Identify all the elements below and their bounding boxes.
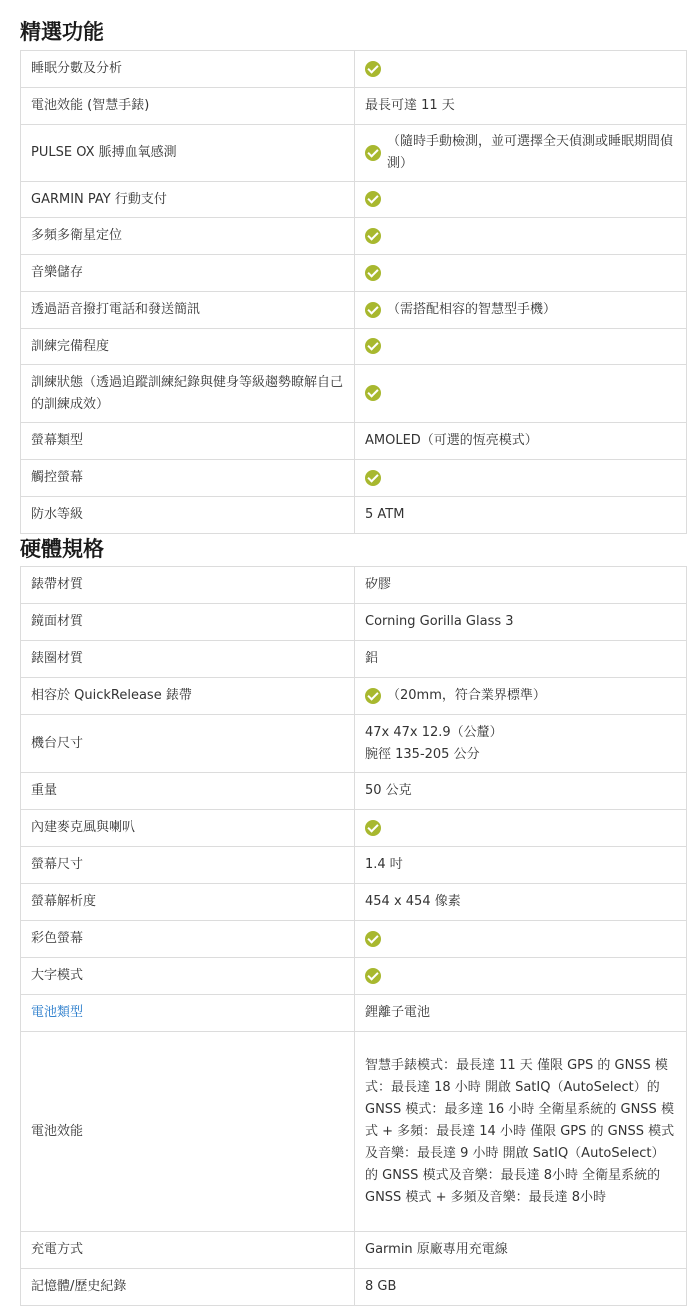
battery-type-link[interactable]: 電池類型 [21,995,355,1032]
row-label: 訓練完備程度 [21,329,355,365]
features-table [20,50,687,534]
row-label: 透過語音撥打電話和發送簡訊 [21,292,355,329]
row-label: 電池效能 [21,1032,355,1232]
row-label: 大字模式 [21,958,355,995]
table-row [21,255,687,292]
row-value [355,365,687,423]
row-label: 錶圈材質 [21,641,355,678]
row-label: 相容於 QuickRelease 錶帶 [21,678,355,715]
table-row [21,847,687,884]
row-value [355,125,687,182]
hardware-table [20,566,687,1306]
row-value [355,921,687,958]
table-row [21,497,687,534]
table-row [21,1232,687,1269]
check-circle-icon [365,61,381,77]
row-label: GARMIN PAY 行動支付 [21,182,355,218]
check-circle-icon [365,265,381,281]
row-value: Garmin 原廠專用充電線 [355,1232,687,1269]
check-circle-icon [365,145,381,161]
row-label: 防水等級 [21,497,355,534]
row-label: 電池效能 (智慧手錶) [21,88,355,125]
check-circle-icon [365,968,381,984]
row-value: 智慧手錶模式：最長達 11 天 僅限 GPS 的 GNSS 模式：最長達 18 小時 開啟 SatIQ（AutoSelect）的 GNSS 模式：最多達 16 小時 全衛星系統的 GNSS 模式 + 多頻：最長達 14 小時 僅限 GPS 的 GNSS 模式及音樂：最長達 9 小時 開啟 SatIQ（AutoSelect）的 GNSS 模式及音樂：最長達 8小時 全衛星系統的 GNSS 模式 + 多頻及音樂：最長達 8小時 [355,1032,687,1232]
table-row [21,995,687,1032]
row-label: 螢幕類型 [21,423,355,460]
row-label: 重量 [21,773,355,810]
row-value: 矽膠 [355,567,687,604]
table-row [21,715,687,773]
row-value [355,292,687,329]
row-label: 睡眠分數及分析 [21,51,355,88]
check-circle-icon [365,931,381,947]
table-row [21,329,687,365]
table-row [21,678,687,715]
section-title-hardware: 硬體規格 [20,537,104,561]
row-value-text: （隨時手動檢測，並可選擇全天偵測或睡眠期間偵測） [387,134,674,171]
table-row [21,125,687,182]
row-value-line: 腕徑 135-205 公分 [365,746,480,762]
row-label: 音樂儲存 [21,255,355,292]
table-row [21,641,687,678]
table-row [21,567,687,604]
row-label: 內建麥克風與喇叭 [21,810,355,847]
row-value-text: （20mm，符合業界標準） [387,688,546,703]
row-value: 鋁 [355,641,687,678]
row-label: 鏡面材質 [21,604,355,641]
row-value: 454 x 454 像素 [355,884,687,921]
row-label: 訓練狀態（透過追蹤訓練紀錄與健身等級趨勢瞭解自己的訓練成效） [21,365,355,423]
row-label: 充電方式 [21,1232,355,1269]
row-label: 記憶體/歷史紀錄 [21,1269,355,1306]
table-row [21,218,687,255]
row-value: AMOLED（可選的恆亮模式） [355,423,687,460]
row-value: 1.4 吋 [355,847,687,884]
table-row [21,423,687,460]
row-value-text: （需搭配相容的智慧型手機） [387,302,557,317]
row-label: 多頻多衛星定位 [21,218,355,255]
row-value-line: 47x 47x 12.9（公釐） [365,724,503,740]
row-label: PULSE OX 脈搏血氧感測 [21,125,355,182]
row-value [355,958,687,995]
row-label: 錶帶材質 [21,567,355,604]
check-circle-icon [365,338,381,354]
row-label: 彩色螢幕 [21,921,355,958]
check-circle-icon [365,191,381,207]
table-row [21,365,687,423]
table-row [21,773,687,810]
row-value: 最長可達 11 天 [355,88,687,125]
row-value: 鋰離子電池 [355,995,687,1032]
row-label: 螢幕尺寸 [21,847,355,884]
row-value [355,810,687,847]
table-row [21,182,687,218]
check-circle-icon [365,302,381,318]
row-value [355,182,687,218]
row-value [355,51,687,88]
table-row [21,810,687,847]
row-value [355,715,687,773]
row-value: Corning Gorilla Glass 3 [355,604,687,641]
row-value: 5 ATM [355,497,687,534]
table-row [21,884,687,921]
check-circle-icon [365,688,381,704]
row-label: 機台尺寸 [21,715,355,773]
table-row [21,604,687,641]
row-value: 8 GB [355,1269,687,1306]
table-row [21,958,687,995]
row-value [355,218,687,255]
check-circle-icon [365,470,381,486]
table-row [21,88,687,125]
table-row [21,292,687,329]
row-value [355,255,687,292]
row-value [355,460,687,497]
section-title-features: 精選功能 [20,20,104,44]
table-row [21,1032,687,1232]
table-row [21,1269,687,1306]
table-row [21,921,687,958]
table-row [21,460,687,497]
check-circle-icon [365,228,381,244]
row-value [355,678,687,715]
row-label: 觸控螢幕 [21,460,355,497]
check-circle-icon [365,385,381,401]
row-label: 螢幕解析度 [21,884,355,921]
row-value: 50 公克 [355,773,687,810]
row-value [355,329,687,365]
table-row [21,51,687,88]
check-circle-icon [365,820,381,836]
